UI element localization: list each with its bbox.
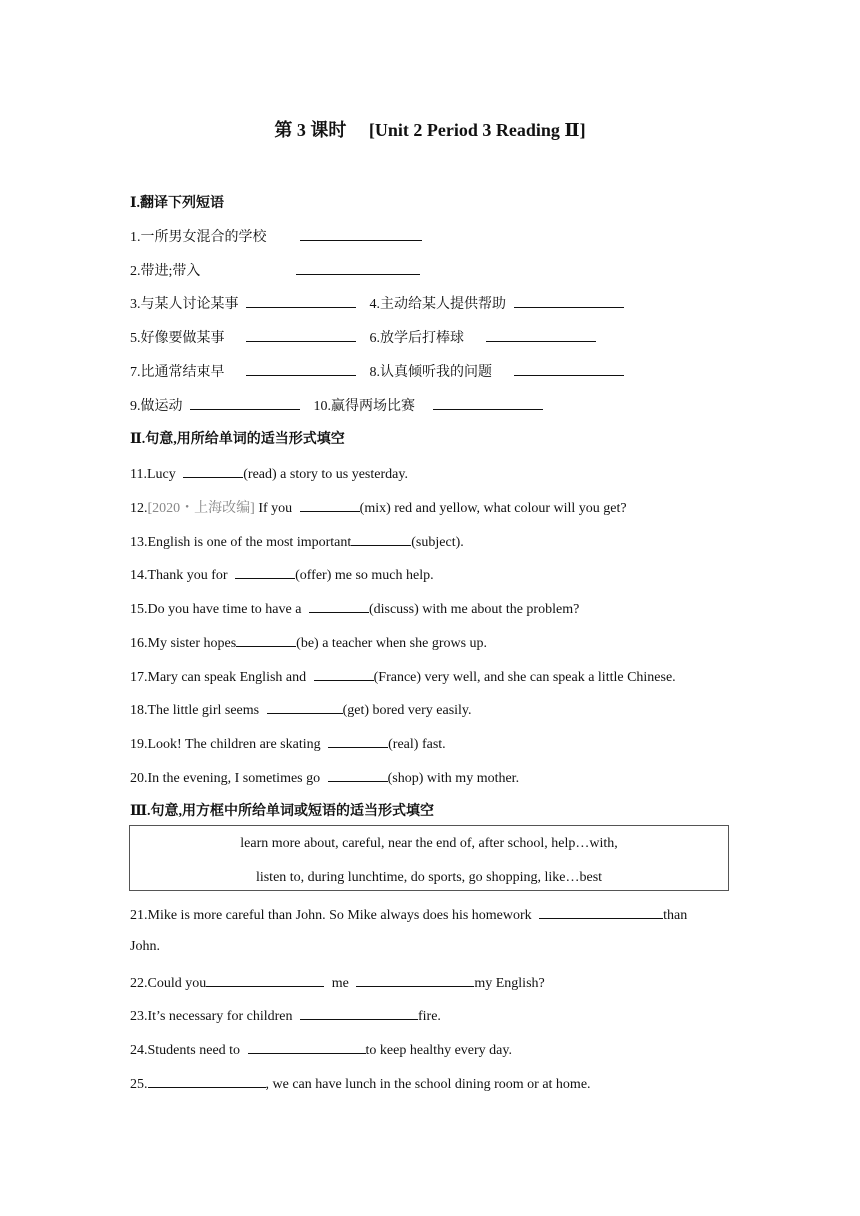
question-text: (discuss) with me about the problem? xyxy=(368,602,580,617)
section-title-2: Ⅱ.句意,用所给单词的适当形式填空 xyxy=(130,432,345,447)
question-22 xyxy=(130,972,545,993)
question-21 xyxy=(130,904,687,925)
question-17 xyxy=(130,666,676,687)
question-text: fire. xyxy=(418,1009,441,1024)
question-text: 15.Do you have time to have a xyxy=(130,602,305,617)
answer-blank[interactable] xyxy=(246,361,356,376)
answer-blank[interactable] xyxy=(296,260,420,275)
question-text: 1.一所男女混合的学校 xyxy=(130,230,267,245)
question-text: 17.Mary can speak English and xyxy=(130,670,310,685)
question-5-6 xyxy=(130,327,596,348)
question-text: (mix) red and yellow, what colour will you get? xyxy=(359,501,627,516)
question-text: 23.It’s necessary for children xyxy=(130,1009,296,1024)
question-text: (France) very well, and she can speak a little Chinese. xyxy=(373,670,676,685)
answer-blank[interactable] xyxy=(236,632,296,647)
question-20 xyxy=(130,767,519,788)
question-24 xyxy=(130,1039,512,1060)
question-18 xyxy=(130,699,472,720)
word-box-line-2: listen to, during lunchtime, do sports, go shopping, like…best xyxy=(255,870,603,885)
question-text: 7.比通常结束早 xyxy=(130,365,225,380)
question-9-10 xyxy=(130,395,543,416)
answer-blank[interactable] xyxy=(328,767,388,782)
answer-blank[interactable] xyxy=(248,1039,366,1054)
question-2 xyxy=(130,260,420,281)
question-3-4 xyxy=(130,293,624,314)
question-text: (real) fast. xyxy=(388,737,446,752)
word-box xyxy=(129,825,729,891)
section-title-1: Ⅰ.翻译下列短语 xyxy=(130,196,225,211)
answer-blank[interactable] xyxy=(246,293,356,308)
question-text: (get) bored very easily. xyxy=(342,703,472,718)
question-text: 16.My sister hopes xyxy=(130,636,237,651)
question-text: If you xyxy=(254,501,296,516)
question-text: 8.认真倾听我的问题 xyxy=(369,365,492,380)
question-text: 3.与某人讨论某事 xyxy=(130,297,239,312)
question-text: (offer) me so much help. xyxy=(295,568,434,583)
question-21-continued xyxy=(130,938,160,956)
question-25 xyxy=(130,1073,591,1094)
answer-blank[interactable] xyxy=(246,327,356,342)
answer-blank[interactable] xyxy=(300,1005,418,1020)
question-text: 14.Thank you for xyxy=(130,568,232,583)
question-text: John. xyxy=(130,939,160,954)
question-12 xyxy=(130,497,627,518)
answer-blank[interactable] xyxy=(148,1073,266,1088)
question-text: 5.好像要做某事 xyxy=(130,331,225,346)
answer-blank[interactable] xyxy=(486,327,596,342)
answer-blank[interactable] xyxy=(314,666,374,681)
answer-blank[interactable] xyxy=(309,598,369,613)
question-text: 18.The little girl seems xyxy=(130,703,263,718)
answer-blank[interactable] xyxy=(351,531,411,546)
question-16 xyxy=(130,632,487,653)
word-box-line-1: learn more about, careful, near the end of, after school, help…with, xyxy=(240,836,618,851)
question-text: (subject). xyxy=(411,535,464,550)
answer-blank[interactable] xyxy=(539,904,663,919)
question-text: (read) a story to us yesterday. xyxy=(243,467,408,482)
question-text: than xyxy=(663,908,688,923)
page-title: 第 3 课时 [Unit 2 Period 3 Reading Ⅱ] xyxy=(274,120,586,140)
question-23 xyxy=(130,1005,441,1026)
question-text: , we can have lunch in the school dining room or at home. xyxy=(265,1077,591,1092)
answer-blank[interactable] xyxy=(235,564,295,579)
question-text: 13.English is one of the most important xyxy=(130,535,352,550)
question-text: 24.Students need to xyxy=(130,1043,244,1058)
question-text: to keep healthy every day. xyxy=(365,1043,512,1058)
section-title-3: Ⅲ.句意,用方框中所给单词或短语的适当形式填空 xyxy=(130,804,435,819)
question-text: 22.Could you xyxy=(130,976,207,991)
answer-blank[interactable] xyxy=(183,463,243,478)
question-text: 25. xyxy=(130,1077,148,1092)
question-1 xyxy=(130,226,422,247)
question-text: 10.赢得两场比赛 xyxy=(313,399,415,414)
answer-blank[interactable] xyxy=(300,497,360,512)
question-text: 6.放学后打棒球 xyxy=(369,331,464,346)
answer-blank[interactable] xyxy=(328,733,388,748)
question-15 xyxy=(130,598,579,619)
answer-blank[interactable] xyxy=(206,972,324,987)
answer-blank[interactable] xyxy=(356,972,474,987)
question-text: 4.主动给某人提供帮助 xyxy=(369,297,506,312)
question-11 xyxy=(130,463,408,484)
question-text: (be) a teacher when she grows up. xyxy=(296,636,488,651)
answer-blank[interactable] xyxy=(267,699,343,714)
question-13 xyxy=(130,531,464,552)
question-text: 2.带进;带入 xyxy=(130,264,201,279)
question-text: me xyxy=(328,976,353,991)
question-text: my English? xyxy=(474,976,545,991)
answer-blank[interactable] xyxy=(300,226,422,241)
question-text: (shop) with my mother. xyxy=(387,771,520,786)
question-14 xyxy=(130,564,434,585)
question-19 xyxy=(130,733,446,754)
question-text: 21.Mike is more careful than John. So Mike always does his homework xyxy=(130,908,536,923)
answer-blank[interactable] xyxy=(514,361,624,376)
answer-blank[interactable] xyxy=(190,395,300,410)
question-text: 19.Look! The children are skating xyxy=(130,737,325,752)
question-7-8 xyxy=(130,361,624,382)
question-text: 9.做运动 xyxy=(130,399,183,414)
question-number: 12. xyxy=(130,501,148,516)
source-label: [2020・上海改编] xyxy=(147,501,255,516)
answer-blank[interactable] xyxy=(433,395,543,410)
answer-blank[interactable] xyxy=(514,293,624,308)
question-text: 20.In the evening, I sometimes go xyxy=(130,771,324,786)
question-text: 11.Lucy xyxy=(130,467,180,482)
